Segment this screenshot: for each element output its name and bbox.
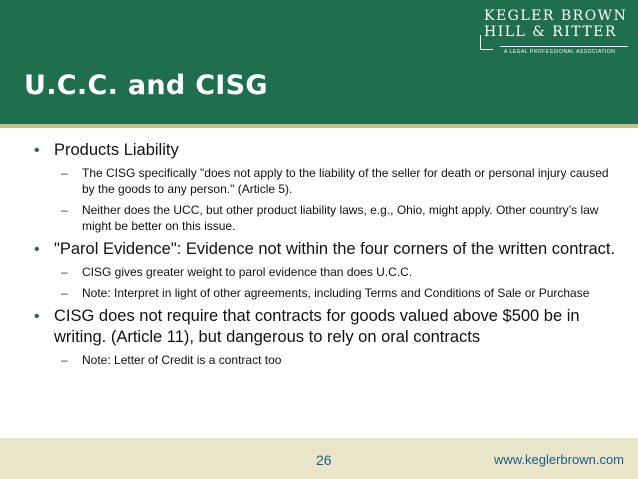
dash-marker: – (61, 166, 68, 180)
slide-body (34, 140, 619, 373)
dash-marker: – (61, 203, 68, 217)
bullet-dot: • (34, 142, 40, 159)
sub-bullet-2-2-text: Note: Interpret in light of other agreements, including Terms and Conditions of Sale or Purchase (82, 286, 590, 300)
bullet-2-text: "Parol Evidence": Evidence not within the four corners of the written contract. (54, 240, 616, 258)
bullet-1-text: Products Liability (54, 141, 179, 159)
website-link[interactable]: www.keglerbrown.com (493, 452, 624, 467)
sub-bullet-1-2 (34, 202, 619, 234)
bullet-dot: • (34, 241, 40, 258)
logo-bracket-mark (480, 35, 493, 50)
dash-marker: – (61, 353, 68, 367)
sub-bullet-2-1-text: CISG gives greater weight to parol evidence than does U.C.C. (82, 265, 413, 279)
bullet-2 (34, 239, 619, 260)
logo-underline (500, 46, 628, 47)
firm-logo (472, 8, 632, 58)
sub-bullet-1-1-text: The CISG specifically "does not apply to the liability of the seller for death or personal injury caused by the goods to any person." (Article 5). (82, 166, 609, 196)
bullet-1 (34, 140, 619, 161)
logo-line-2: HILL & RITTER (484, 24, 617, 40)
dash-marker: – (61, 286, 68, 300)
logo-tagline: A LEGAL PROFESSIONAL ASSOCIATION (504, 49, 616, 55)
sub-bullet-2-1 (34, 264, 619, 280)
slide-title: U.C.C. and CISG (24, 70, 268, 101)
dash-marker: – (61, 265, 68, 279)
bullet-3-text: CISG does not require that contracts for goods valued above $500 be in writing. (Article 11), but dangerous to rely on oral contracts (54, 307, 580, 346)
sub-bullet-1-1 (34, 165, 619, 197)
bullet-dot: • (34, 308, 40, 325)
bullet-3 (34, 306, 619, 348)
sub-bullet-3-1-text: Note: Letter of Credit is a contract too (82, 353, 282, 367)
page-number: 26 (316, 452, 332, 468)
header-divider (0, 124, 638, 128)
sub-bullet-3-1 (34, 352, 619, 368)
sub-bullet-1-2-text: Neither does the UCC, but other product liability laws, e.g., Ohio, might apply. Other country’s law might be better on this issue. (82, 203, 599, 233)
sub-bullet-2-2 (34, 285, 619, 301)
logo-line-1: KEGLER BROWN (484, 8, 628, 24)
